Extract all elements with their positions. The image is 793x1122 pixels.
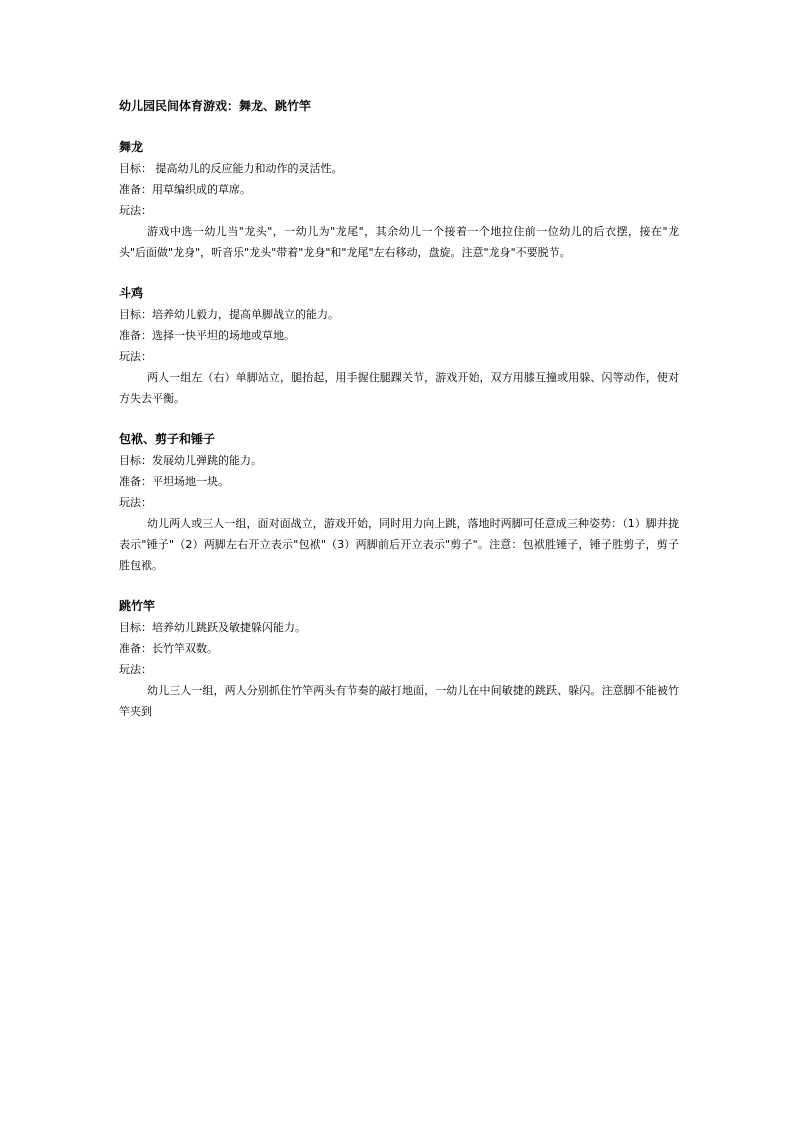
goal-line: 目标： 提高幼儿的反应能力和动作的灵活性。 [119,162,343,175]
document-title: 幼儿园民间体育游戏：舞龙、跳竹竿 [119,99,312,113]
section-baofu [119,429,679,576]
play-label: 玩法： [119,350,152,363]
play-label: 玩法： [119,663,152,676]
prep-line: 准备：长竹竿双数。 [119,642,218,655]
section-heading: 跳竹竿 [119,599,156,613]
prep-line: 准备：选择一快平坦的场地或草地。 [119,329,295,342]
prep-line: 准备：用草编织成的草席。 [119,183,251,196]
play-text: 两人一组左（右）单脚站立，腿抬起，用手握住腿踝关节，游戏开始，双方用膝互撞或用躲、闪等动作，使对方失去平衡。 [119,371,679,405]
play-label: 玩法： [119,204,152,217]
prep-line: 准备：平坦场地一块。 [119,475,229,488]
play-text: 游戏中选一幼儿当"龙头"，一幼儿为"龙尾"，其余幼儿一个接着一个地拉住前一位幼儿的后衣摆，接在"龙头"后面做"龙身"，听音乐"龙头"带着"龙身"和"龙尾"左右移动，盘旋。注意"龙身"不要脱节。 [119,225,679,259]
section-heading: 斗鸡 [119,286,144,300]
play-text: 幼儿三人一组，两人分别抓住竹竿两头有节奏的敲打地面，一幼儿在中间敏捷的跳跃、躲闪。注意脚不能被竹竿夹到 [119,684,679,718]
goal-line: 目标：培养幼儿跳跃及敏捷躲闪能力。 [119,621,306,634]
section-tiaozhugan [119,596,679,722]
section-heading: 舞龙 [119,140,144,154]
goal-line: 目标：发展幼儿弹跳的能力。 [119,454,262,467]
section-heading: 包袱、剪子和锤子 [119,432,216,446]
document-page [119,96,679,742]
play-text: 幼儿两人或三人一组，面对面战立，游戏开始，同时用力向上跳，落地时两脚可任意成三种姿势：（1）脚并拢表示"锤子"（2）两脚左右开立表示"包袱"（3）两脚前后开立表示"剪子"。注意：包袱胜锤子，锤子胜剪子，剪子胜包袱。 [119,517,679,572]
play-label: 玩法： [119,496,152,509]
section-douji [119,283,679,409]
section-wulong [119,137,679,263]
goal-line: 目标：培养幼儿毅力，提高单脚战立的能力。 [119,308,339,321]
